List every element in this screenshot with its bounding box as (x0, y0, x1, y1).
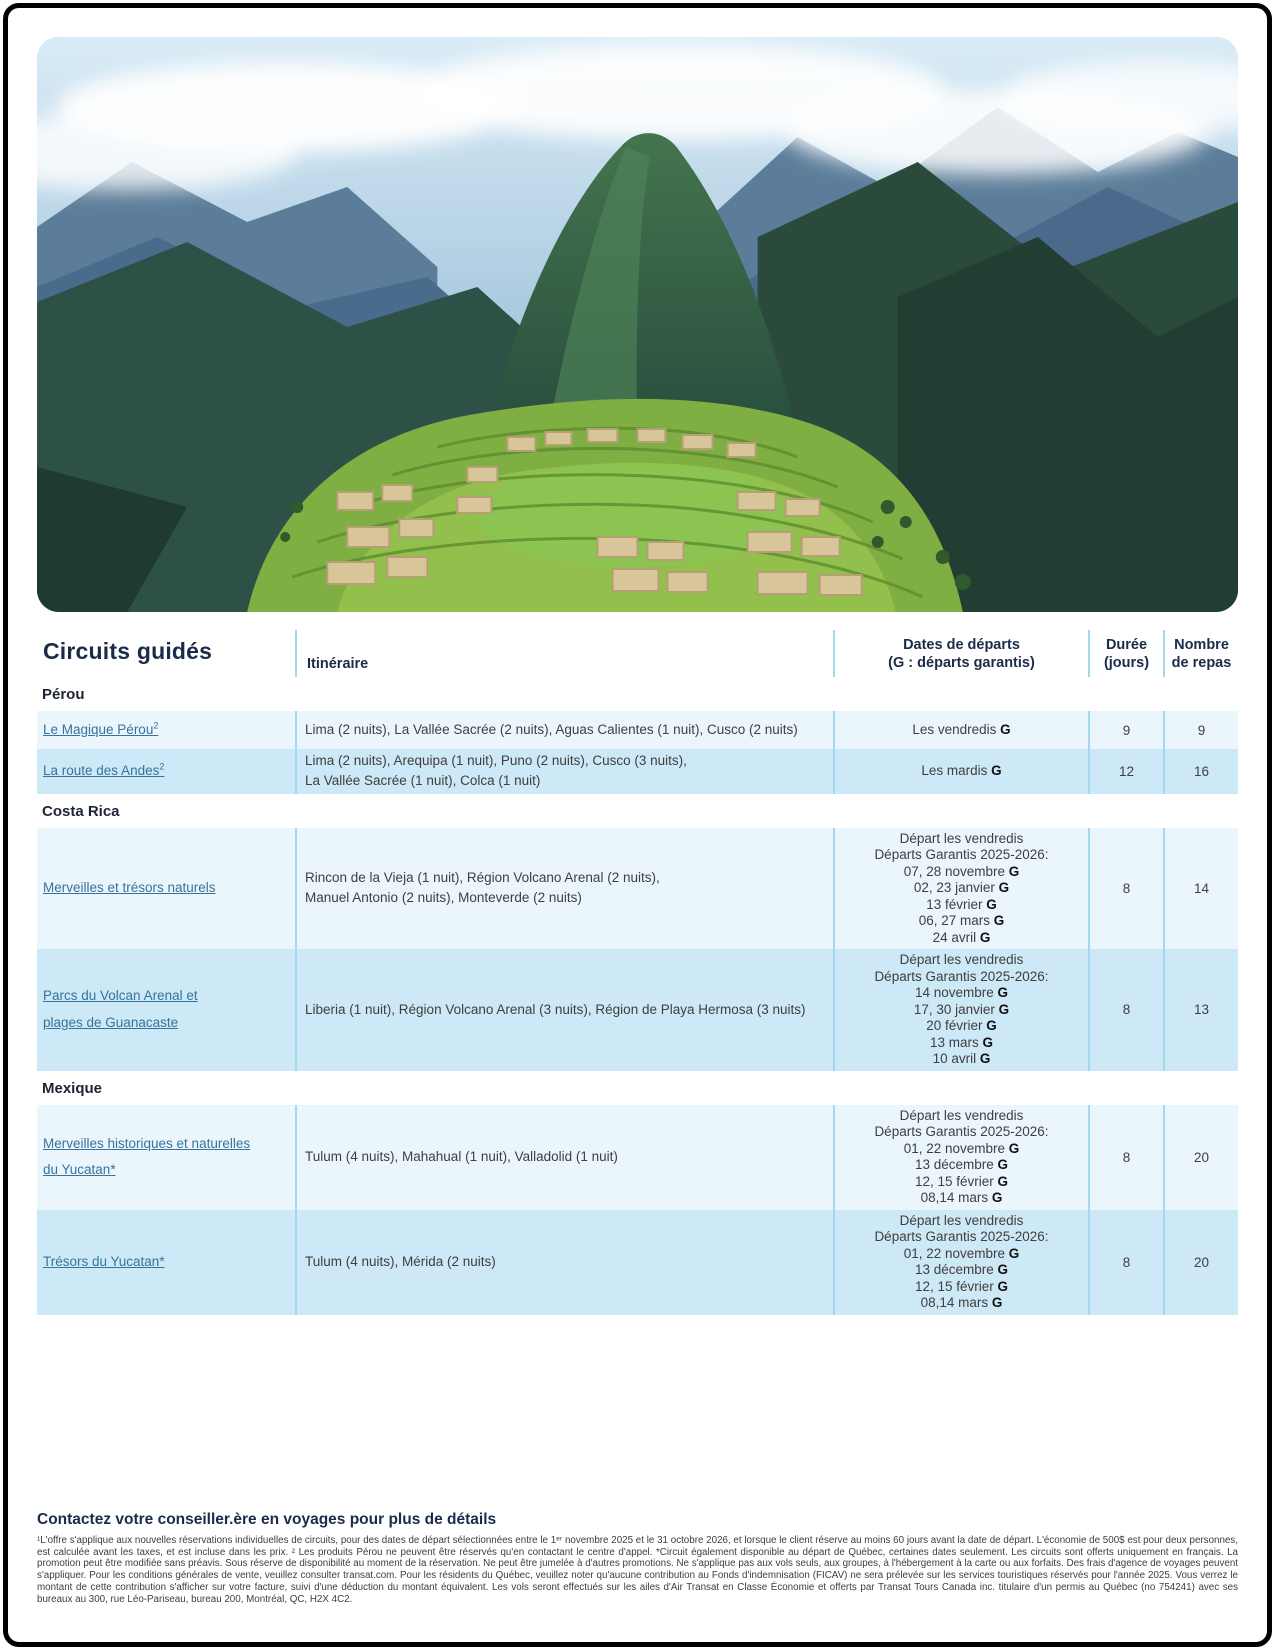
circuit-name-cell (37, 711, 295, 749)
itinerary-cell: Lima (2 nuits), Arequipa (1 nuit), Puno (2 nuits), Cusco (3 nuits), La Vallée Sacrée (1 nuit), Colca (1 nuit) (295, 749, 833, 794)
machu-picchu-hero-image (37, 37, 1238, 612)
table-row (37, 949, 1238, 1071)
header-itinerary: Itinéraire (295, 630, 833, 677)
meals-cell: 14 (1163, 828, 1238, 950)
departure-dates-cell: Les mardis G (833, 749, 1088, 794)
duration-cell: 12 (1088, 749, 1163, 794)
footer (37, 1511, 1238, 1605)
duration-cell: 8 (1088, 1210, 1163, 1315)
section-label: Costa Rica (42, 802, 120, 820)
duration-cell: 8 (1088, 1105, 1163, 1210)
table-row (37, 749, 1238, 794)
circuit-link[interactable]: Le Magique Pérou$^2$ (43, 720, 159, 737)
departure-dates-cell: Départ les vendredis Départs Garantis 2025-2026: 14 novembre G 17, 30 janvier G 20 février G 13 mars G 10 avril G (833, 949, 1088, 1071)
itinerary-cell: Tulum (4 nuits), Mahahual (1 nuit), Valladolid (1 nuit) (295, 1105, 833, 1210)
table-section (37, 1071, 1238, 1315)
itinerary-cell: Rincon de la Vieja (1 nuit), Région Volcano Arenal (2 nuits), Manuel Antonio (2 nuits), Monteverde (2 nuits) (295, 828, 833, 950)
circuit-link[interactable]: Trésors du Yucatan* (43, 1253, 165, 1269)
circuit-name-cell (37, 1105, 295, 1210)
table-header-row (37, 630, 1238, 677)
duration-cell: 8 (1088, 949, 1163, 1071)
itinerary-cell: Lima (2 nuits), La Vallée Sacrée (2 nuits), Aguas Calientes (1 nuit), Cusco (2 nuits) (295, 711, 833, 749)
guided-tours-table (37, 630, 1238, 1315)
table-section (37, 677, 1238, 794)
circuit-link[interactable]: Merveilles et trésors naturels (43, 880, 216, 896)
departure-dates-cell: Départ les vendredis Départs Garantis 2025-2026: 01, 22 novembre G 13 décembre G 12, 15 février G 08,14 mars G (833, 1210, 1088, 1315)
circuit-link[interactable]: Parcs du Volcan Arenal et plages de Guanacaste (43, 988, 198, 1030)
header-meals: Nombre de repas (1163, 630, 1238, 677)
meals-cell: 9 (1163, 711, 1238, 749)
header-departure-dates: Dates de départs (G : départs garantis) (833, 630, 1088, 677)
circuit-name-cell (37, 949, 295, 1071)
circuit-name-cell (37, 749, 295, 794)
duration-cell: 8 (1088, 828, 1163, 950)
table-section (37, 794, 1238, 1071)
meals-cell: 13 (1163, 949, 1238, 1071)
circuit-name-cell (37, 828, 295, 950)
circuit-name-cell (37, 1210, 295, 1315)
departure-dates-cell: Départ les vendredis Départs Garantis 2025-2026: 07, 28 novembre G 02, 23 janvier G 13 février G 06, 27 mars G 24 avril G (833, 828, 1088, 950)
departure-dates-cell: Départ les vendredis Départs Garantis 2025-2026: 01, 22 novembre G 13 décembre G 12, 15 février G 08,14 mars G (833, 1105, 1088, 1210)
header-duration: Durée (jours) (1088, 630, 1163, 677)
table-row (37, 828, 1238, 950)
table-body (37, 677, 1238, 1315)
machu-picchu-illustration (37, 37, 1238, 612)
itinerary-cell: Tulum (4 nuits), Mérida (2 nuits) (295, 1210, 833, 1315)
table-row (37, 711, 1238, 749)
footer-heading: Contactez votre conseiller.ère en voyages pour plus de détails (37, 1511, 497, 1528)
table-row (37, 1210, 1238, 1315)
table-title: Circuits guidés (43, 637, 213, 664)
section-label: Pérou (42, 686, 85, 703)
duration-cell: 9 (1088, 711, 1163, 749)
itinerary-cell: Liberia (1 nuit), Région Volcano Arenal (3 nuits), Région de Playa Hermosa (3 nuits) (295, 949, 833, 1071)
circuit-link[interactable]: Merveilles historiques et naturelles du Yucatan* (43, 1135, 251, 1177)
meals-cell: 20 (1163, 1105, 1238, 1210)
meals-cell: 16 (1163, 749, 1238, 794)
departure-dates-cell: Les vendredis G (833, 711, 1088, 749)
section-label: Mexique (42, 1079, 103, 1097)
circuit-link[interactable]: La route des Andes$^2$ (43, 761, 165, 779)
legal-fine-print: ¹L'offre s'applique aux nouvelles réservations individuelles de circuits, pour des dates de départ sélectionnées entre le 1ᵉʳ novembre 2025 et le 31 octobre 2026, et lorsque le client réserve au moins 60 jours avant la date de départ. L'économie de 500$ est pour deux personnes, est calculée avant les taxes, et est incluse dans les prix. ² Les produits Pérou ne peuvent être réservés qu'en contactant le centre d'appel. *Circuit également disponible au départ de Québec, certaines dates seulement. Les circuits sont offerts uniquement en français. La promotion peut être modifiée sans préavis. Sous réserve de disponibilité au moment de la réservation. Ne peut être jumelée à d'autres promotions. Ne s'applique pas aux vols seuls, aux groupes, à l'hébergement à la carte ou aux forfaits. Des frais d'agence de voyages peuvent s'appliquer. Pour les conditions générales de vente, veuillez consulter transat.com. Pour les résidents du Québec, veuillez noter qu'aucune contribution au Fonds d'indemnisation (FICAV) ne sera prélevée sur les services touristiques réservés pour l'année 2025. Vous verrez le montant de cette contribution s'afficher sur votre facture, suivi d'une déduction du montant équivalent. Les vols seront effectués sur les ailes d'Air Transat en Classe Économie et offerts par Transat Tours Canada inc. titulaire d'un permis au Québec (no 754241) avec ses bureaux au 300, rue Léo-Pariseau, bureau 200, Montréal, QC, H2X 4C2. (37, 1535, 1238, 1605)
meals-cell: 20 (1163, 1210, 1238, 1315)
table-row (37, 1105, 1238, 1210)
